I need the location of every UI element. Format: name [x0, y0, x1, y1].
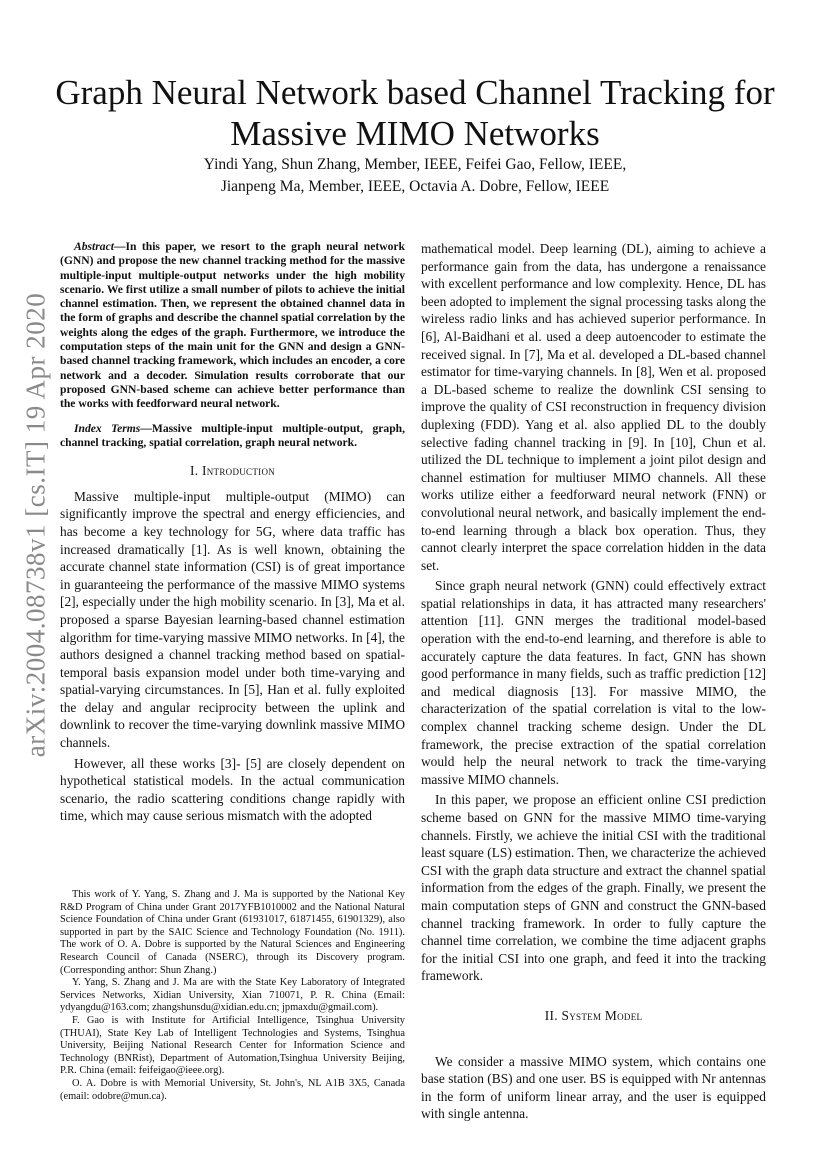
section-1-heading: I. Introduction: [189, 463, 276, 479]
system-model-paragraph-1: We consider a massive MIMO system, which contains one base station (BS) and one user. BS is equipped with Nr antennas in the form of uniform linear array, and the user is equipped with single antenna.: [421, 1053, 766, 1122]
index-terms-label: Index Terms—: [74, 421, 152, 435]
author-list: [140, 154, 690, 198]
paper-title: [40, 72, 790, 154]
authors-line-1: Yindi Yang, Shun Zhang, Member, IEEE, Feifei Gao, Fellow, IEEE,: [203, 156, 627, 173]
index-terms-text: Massive multiple-input multiple-output, graph, channel tracking, spatial correlation, graph neural network.: [60, 421, 405, 449]
footnote-affiliation-tsinghua: F. Gao is with Institute for Artificial Intelligence, Tsinghua University (THUAI), State Key Lab of Intelligent Technologies and Systems, Tsinghua University, Beijing National Research Center for Information Science and Technology (BNRist), Department of Automation,Tsinghua University Beijing, P.R. China (email: feifeigao@ieee.org).: [60, 1014, 405, 1077]
abstract: [60, 240, 405, 412]
right-column: [421, 240, 766, 1123]
authors-line-2: Jianpeng Ma, Member, IEEE, Octavia A. Dobre, Fellow, IEEE: [220, 178, 610, 195]
left-column: [60, 240, 405, 1103]
arxiv-identifier: arXiv:2004.08738v1 [cs.IT] 19 Apr 2020: [20, 292, 51, 758]
title-line-2: Massive MIMO Networks: [230, 114, 600, 153]
abstract-text: In this paper, we resort to the graph neural network (GNN) and propose the new channel tracking method for the massive multiple-input multiple-output networks under the high mobility scenario. We first utilize a small number of pilots to achieve the initial channel estimation. Then, we represent the obtained channel data in the form of graphs and describe the channel spatial correlation by the weights along the edges of the graph. Furthermore, we introduce the computation steps of the main unit for the GNN and design a GNN-based channel tracking framework, which includes an encoder, a core network and a decoder. Simulation results corroborate that our proposed GNN-based scheme can achieve better performance than the works with feedforward neural network.: [60, 240, 405, 411]
footnote-affiliation-memorial: O. A. Dobre is with Memorial University, St. John's, NL A1B 3X5, Canada (email: odobre@mun.ca).: [60, 1077, 405, 1102]
footnote-affiliation-xidian: Y. Yang, S. Zhang and J. Ma are with the State Key Laboratory of Integrated Services Networks, Xidian University, Xian 710071, P. R. China (Email: ydyangdu@163.com; zhangshunsdu@xidian.edu.cn; jpmaxdu@gmail.com).: [60, 977, 405, 1014]
abstract-label: Abstract—: [74, 240, 126, 253]
section-2-heading: II. System Model: [544, 1007, 643, 1023]
index-terms: [60, 422, 405, 451]
intro-paragraph-1: Massive multiple-input multiple-output (MIMO) can significantly improve the spectral and energy efficiencies, and has become a key technology for 5G, where data traffic has increased dramatically [1]. As is well known, obtaining the accurate channel state information (CSI) is of great importance in guaranteeing the performance of the massive MIMO systems [2], especially under the high mobility scenario. In [3], Ma et al. proposed a sparse Bayesian learning-based channel estimation algorithm for time-varying massive MIMO networks. In [4], the authors designed a channel tracking method based on spatial-temporal basis expansion model under both time-varying and spatial-varying circumstances. In [5], Han et al. fully exploited the delay and angular reciprocity between the uplink and downlink to recover the time-varying downlink massive MIMO channels.: [60, 488, 405, 751]
arxiv-sidebar: [16, 290, 56, 760]
intro-paragraph-5: In this paper, we propose an efficient online CSI prediction scheme based on GNN for the massive MIMO time-varying channels. Firstly, we achieve the initial CSI with the traditional least square (LS) estimation. Then, we characterize the achieved CSI with the graph data structure and extract the channel spatial information from the edges of the graph. Finally, we present the main computation steps of GNN and construct the GNN-based channel tracking framework. In order to fully capture the channel time correlation, we combine the time adjacent graphs for the initial CSI into one graph, and feed it into the tracking framework.: [421, 792, 766, 984]
title-line-1: Graph Neural Network based Channel Tracking for: [55, 73, 775, 112]
intro-paragraph-2: However, all these works [3]- [5] are closely dependent on hypothetical statistical models. In the actual communication scenario, the radio scattering conditions change rapidly with time, which may cause serious mismatch with the adopted: [60, 755, 405, 824]
intro-paragraph-4: Since graph neural network (GNN) could effectively extract spatial relationships in data, it has attracted many researchers' attention [11]. GNN merges the traditional model-based operation with the end-to-end learning, and therefore is able to accurately capture the data features. In fact, GNN has shown good performance in many fields, such as traffic prediction [12] and medical diagnosis [13]. For massive MIMO, the characterization of the spatial correlation is vital to the low-complex channel tracking scheme design. Under the DL framework, the precise extraction of the spatial correlation would help the neural network to track the time-varying massive MIMO channels.: [421, 578, 766, 787]
footnote-funding: This work of Y. Yang, S. Zhang and J. Ma is supported by the National Key R&D Program of China under Grant 2017YFB1010002 and the National Natural Science Foundation of China under Grant (61931017, 61871455, 61901329), also supported in part by the SAIC Science and Technology Foundation (No. 1911). The work of O. A. Dobre is supported by the Natural Sciences and Engineering Research Council of Canada (NSERC), through its Discovery program. (Corresponding anthor: Shun Zhang.): [60, 889, 405, 976]
intro-paragraph-3: mathematical model. Deep learning (DL), aiming to achieve a performance gain from the data, has undergone a renaissance with excellent performance and low complexity. Hence, DL has been adopted to implement the signal processing tasks along the wireless radio links and has achieved superior performance. In [6], Al-Baidhani et al. used a deep autoencoder to estimate the received signal. In [7], Ma et al. developed a DL-based channel estimator for time-varying channels. In [8], Wen et al. proposed a DL-based scheme to realize the downlink CSI sensing to improve the quality of CSI reconstruction in frequency division duplexing (FDD). Yang et al. also applied DL to the doubly selective fading channel tracking in [9]. In [10], Chun et al. utilized the DL technique to implement a joint pilot design and channel estimation for multiuser MIMO channels. All these works utilize either a feedforward neural network (FNN) or convolutional neural network, and basically implement the end-to-end learning through a black box operation. Thus, they cannot clearly interpret the space correlation hidden in the data set.: [421, 241, 766, 573]
